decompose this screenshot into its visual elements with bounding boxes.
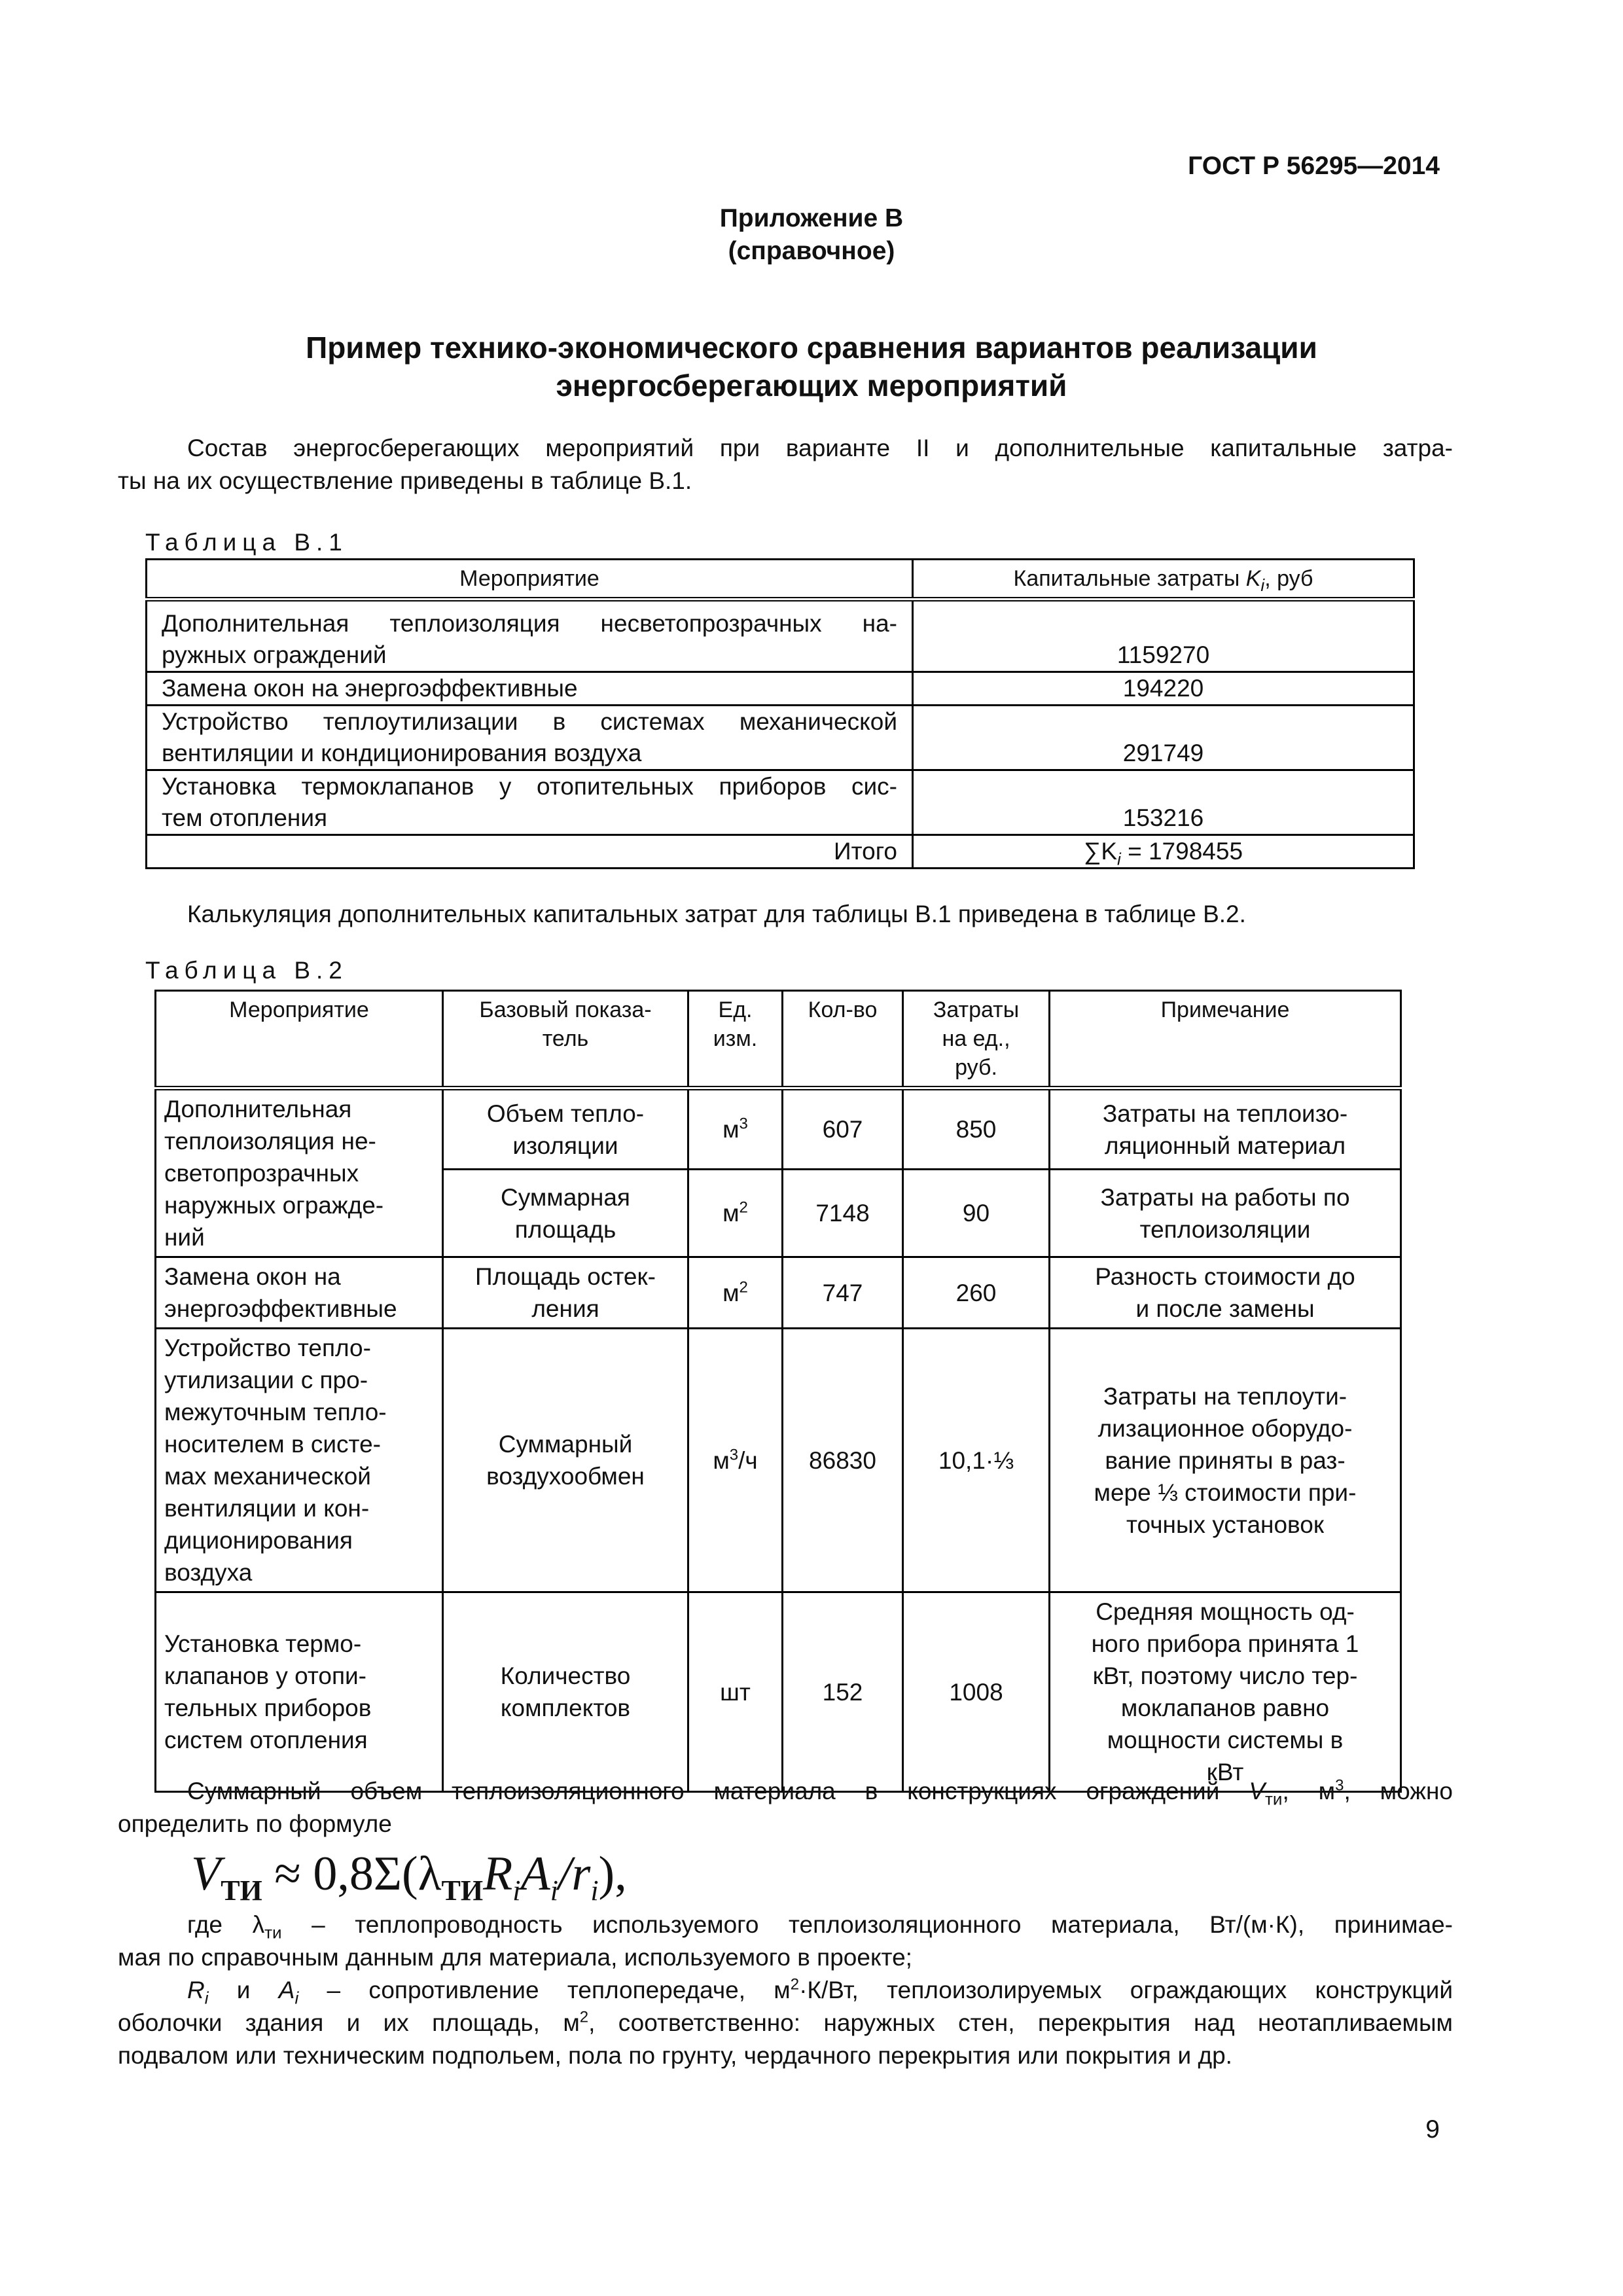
table2-r2-n1: и после замены [1135,1295,1315,1322]
table2-g1r0-unit: м [722,1116,740,1143]
table1-header-cost-prefix: Капитальные затраты [1013,566,1246,591]
table1-total-prefix: ∑K [1083,838,1118,865]
table1-cell-value: 291749 [913,706,1414,770]
formula-close: ), [598,1847,627,1901]
table2-r4-b1: комплектов [500,1695,631,1721]
where-line-2: мая по справочным данным для материала, используемого в проекте; [118,1944,912,1971]
table2-r4-b0: Количество [500,1662,631,1689]
volume-text-a: Суммарный объем теплоизоляционного материала в конструкциях ограждений [187,1778,1249,1804]
table2-header-base-1: Базовый показа- [479,997,652,1022]
where-l1-sub: ти [264,1922,282,1943]
table2-r3-n3: мере ⅓ стоимости при- [1094,1479,1357,1506]
table2-r4-n3: моклапанов равно [1120,1695,1330,1721]
table1-header-cost-var: K [1245,566,1261,591]
table2-g1-m4: ний [164,1224,205,1251]
table2-r2-m0: Замена окон на [164,1263,341,1290]
where-a-sub: i [294,1988,299,2008]
table2-g1-m2: светопрозрачных [164,1160,359,1187]
where-l3-b: – сопротивление теплопередаче, м [298,1977,791,2003]
page-heading [0,329,1623,404]
table2-cell-cost: 850 [903,1088,1050,1170]
table2-r4-m1: клапанов у отопи- [164,1662,367,1689]
table2-header-row [156,991,1401,1088]
table2-r2-unit: м [722,1279,740,1306]
table1-r3-l1: Установка термоклапанов у отопительных приборов сис- [162,773,897,800]
where-a: A [278,1977,295,2003]
heading-line-1: Пример технико-экономического сравнения вариантов реализации [306,331,1317,365]
table1-header-cost-sub: i [1260,575,1265,595]
volume-sup: 3 [1335,1776,1344,1795]
table2-r4-m0: Установка термо- [164,1630,362,1657]
formula-a-sub: i [550,1874,558,1907]
table2-r4-m2: тельных приборов [164,1695,372,1721]
volume-text-b: , м [1282,1778,1336,1804]
standard-number: ГОСТ Р 56295—2014 [1188,152,1440,180]
where-line-3 [118,1974,1453,2007]
table2-header-cost-1: Затраты [933,997,1020,1022]
table1-r3-l2: тем отопления [162,804,328,831]
table2-cell-measure [156,1088,443,1257]
table2-g1r1-n1: теплоизоляции [1139,1215,1311,1243]
table2-cell-qty: 152 [783,1592,903,1792]
table2-r4-n0: Средняя мощность од- [1096,1598,1355,1625]
intro-paragraph [118,432,1453,497]
table1-cell-value: 194220 [913,672,1414,706]
table-row [156,1329,1401,1592]
table-row [156,1257,1401,1329]
where-l4-a: оболочки здания и их площадь, м [118,2009,580,2036]
table-row [156,1592,1401,1792]
formula-lam-sub: ТИ [441,1874,484,1907]
table2-cell-cost: 1008 [903,1592,1050,1792]
table2-r2-m1: энергоэффективные [164,1295,397,1322]
table2-cell-base [443,1592,688,1792]
table2-cell-base [443,1329,688,1592]
table2-cell-measure [156,1257,443,1329]
table2-cell-cost: 90 [903,1170,1050,1257]
table2-cell-qty: 7148 [783,1170,903,1257]
table1-total-row [147,835,1414,869]
table2-header-unit-2: изм. [713,1026,758,1051]
table2-g1-m1: теплоизоляция не- [164,1128,376,1155]
table2-g1r1-b0: Суммарная [501,1183,630,1211]
volume-var: V [1249,1778,1265,1804]
volume-line-1 [118,1775,1453,1808]
table2-g1r1-unit: м [722,1200,740,1227]
volume-text-c: , можно [1344,1778,1453,1804]
table2-header-base [443,991,688,1088]
table-row [147,770,1414,835]
where-l3-c: ·К/Вт, теплоизолируемых ограждающих конструкций [799,1977,1453,2003]
table1-r1-l1: Замена окон на энергоэффективные [162,675,578,702]
table2-cell-note [1050,1329,1401,1592]
table2-cell-measure [156,1329,443,1592]
table2-r3-b1: воздухообмен [486,1463,645,1490]
table2-g1-m0: Дополнительная [164,1096,352,1122]
table2-cell-qty: 747 [783,1257,903,1329]
table2-r3-n1: лизационное оборудо- [1097,1414,1353,1442]
table2-g1r1-b1: площадь [514,1215,616,1243]
table1-total-label: Итого [147,835,913,869]
table2-r4-n1: ного прибора принята 1 [1091,1630,1359,1657]
table2-g1r0-unit-sup: 3 [739,1115,748,1133]
table2-cell-qty: 86830 [783,1329,903,1592]
table2-g1r1-n0: Затраты на работы по [1100,1183,1350,1211]
where-line-5: подвалом или техническим подпольем, пола по грунту, чердачного перекрытия или покрытия и др. [118,2042,1232,2069]
table1-r0-l1: Дополнительная теплоизоляция несветопрозрачных на- [162,610,897,637]
table2-header-base-2: тель [542,1026,589,1051]
table2-r3-m0: Устройство тепло- [164,1335,371,1361]
page-number: 9 [1425,2115,1440,2144]
table2-r4-m3: систем отопления [164,1727,368,1753]
where-line-4 [118,2007,1453,2039]
table2-r2-n0: Разность стоимости до [1095,1263,1355,1290]
table1-r2-l1: Устройство теплоутилизации в системах механической [162,708,897,735]
table-row [156,1088,1401,1170]
table1-header-cost [913,560,1414,600]
table-row [147,706,1414,770]
table2-r3-b0: Суммарный [498,1431,633,1458]
formula-r-sub: i [512,1874,521,1907]
table2-header-measure: Мероприятие [156,991,443,1088]
table2-header-qty: Кол-во [783,991,903,1088]
table2-cell-unit: шт [688,1592,783,1792]
table2-r2-unit-sup: 2 [739,1278,748,1297]
table-b2 [154,990,1402,1793]
table2-g1r0-b0: Объем тепло- [486,1100,645,1127]
table1-cell-value: 153216 [913,770,1414,835]
table2-r3-m6: диционирования [164,1527,353,1554]
table2-cell-note [1050,1088,1401,1170]
table2-cell-note [1050,1257,1401,1329]
formula-r: R [483,1847,513,1901]
table1-r0-l2: ружных ограждений [162,641,387,668]
table1-header-row [147,560,1414,600]
table2-cell-unit [688,1088,783,1170]
table2-r3-unit-suffix: /ч [738,1446,758,1474]
volume-paragraph [118,1775,1453,1840]
table2-label: Таблица В.2 [145,957,348,984]
where-line-1 [118,1909,1453,1941]
table2-cell-note [1050,1592,1401,1792]
table1-cell-measure [147,672,913,706]
table2-cell-cost: 260 [903,1257,1050,1329]
where-l1-b: – теплопроводность используемого теплоизоляционного материала, Вт/(м·К), принимае- [281,1911,1454,1938]
table1-r2-l2: вентиляции и кондиционирования воздуха [162,740,642,766]
table2-r4-n4: мощности системы в [1107,1727,1344,1753]
table1-cell-measure [147,600,913,672]
table2-cell-cost: 10,1·⅓ [903,1329,1050,1592]
table2-r3-n2: вание приняты в раз- [1105,1446,1346,1474]
table1-label: Таблица В.1 [145,529,348,556]
formula-slash-sub: i [590,1874,599,1907]
table2-cell-note [1050,1170,1401,1257]
formula-lhs: V [191,1847,221,1901]
volume-var-sub: ти [1265,1789,1283,1809]
table2-header-unit-1: Ед. [718,997,753,1022]
table2-r3-m2: межуточным тепло- [164,1399,387,1426]
formula-op: ≈ 0,8Σ(λ [262,1847,442,1901]
table2-r2-b0: Площадь остек- [474,1263,656,1290]
table2-g1r1-unit-sup: 2 [739,1198,748,1217]
table2-r3-unit-sup: 3 [729,1446,739,1464]
table2-r3-unit: м [713,1446,730,1474]
table2-r3-m3: носителем в систе- [164,1431,381,1458]
where-l1-a: где λ [187,1911,265,1938]
where-paragraph [118,1909,1453,2072]
table2-cell-base [443,1257,688,1329]
table1-cell-measure [147,770,913,835]
table1-total-number: = 1798455 [1120,838,1243,865]
table-row [147,672,1414,706]
table2-cell-unit [688,1170,783,1257]
table-b1 [145,558,1415,869]
where-l3-sup: 2 [790,1975,800,1994]
table2-header-unit [688,991,783,1088]
heading-line-2: энергосберегающих мероприятий [556,368,1067,403]
table1-total-value [913,835,1414,869]
volume-line-2: определить по формуле [118,1810,392,1837]
intro-line-1: Состав энергосберегающих мероприятий при варианте II и дополнительные капитальные затра- [187,435,1453,461]
table2-header-cost-3: руб. [955,1055,997,1080]
table2-r3-n0: Затраты на теплоути- [1103,1382,1347,1410]
table2-r4-n5: кВт [1206,1759,1244,1785]
table1-cell-value: 1159270 [913,600,1414,672]
table2-r3-n4: точных установок [1126,1511,1325,1538]
appendix-subtitle: (справочное) [728,237,895,265]
table2-cell-measure [156,1592,443,1792]
table1-cell-measure [147,706,913,770]
where-r-sub: i [204,1988,209,2008]
table2-r3-m1: утилизации с про- [164,1367,368,1393]
table2-header-cost-2: на ед., [942,1026,1010,1051]
intro-line-2: ты на их осуществление приведены в таблице В.1. [118,467,692,494]
where-and: и [208,1977,279,2003]
table2-header-cost [903,991,1050,1088]
formula-a: A [520,1847,550,1901]
where-r: R [187,1977,205,2003]
between-paragraph: Калькуляция дополнительных капитальных затрат для таблицы В.1 приведена в таблице В.2. [187,901,1246,927]
table2-cell-base [443,1170,688,1257]
table1-header-cost-suffix: , руб [1264,566,1313,591]
table2-g1-m3: наружных огражде- [164,1192,384,1219]
table-row [147,600,1414,672]
table2-cell-unit [688,1329,783,1592]
table1-total-sub: i [1117,849,1121,869]
where-l4-sup: 2 [579,2008,589,2026]
table2-cell-unit [688,1257,783,1329]
table2-r3-m5: вентиляции и кон- [164,1495,370,1522]
where-l4-b: , соответственно: наружных стен, перекрытия над неотапливаемым [588,2009,1453,2036]
formula-slash: /r [558,1847,591,1901]
table2-r3-m7: воздуха [164,1559,253,1586]
table2-g1r0-n0: Затраты на теплоизо- [1102,1100,1348,1127]
table2-cell-qty: 607 [783,1088,903,1170]
table2-g1r0-b1: изоляции [512,1132,618,1159]
table2-cell-base [443,1088,688,1170]
table2-r4-n2: кВт, поэтому число тер- [1092,1662,1358,1689]
formula [191,1844,627,1907]
table2-r2-b1: ления [531,1295,599,1322]
table1-header-measure: Мероприятие [147,560,913,600]
formula-lhs-sub: ТИ [221,1874,262,1907]
table2-g1r0-n1: ляционный материал [1104,1132,1346,1159]
table2-header-note: Примечание [1050,991,1401,1088]
table2-r3-m4: мах механической [164,1463,371,1490]
appendix-title: Приложение В [719,204,904,232]
